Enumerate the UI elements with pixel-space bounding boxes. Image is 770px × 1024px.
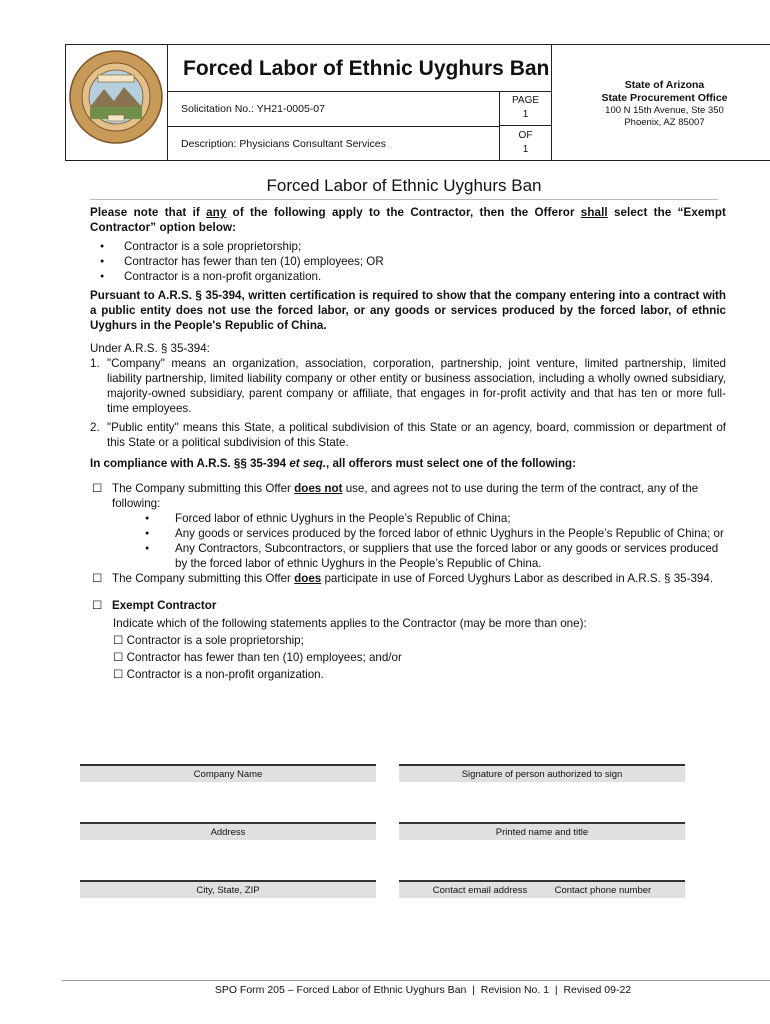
definition-number: 1.: [90, 357, 100, 370]
company-name-field[interactable]: Company Name: [80, 764, 376, 782]
checkbox-sole-proprietorship[interactable]: ☐: [113, 634, 124, 647]
intro-paragraph: [90, 205, 726, 235]
office-address: [552, 105, 770, 129]
option1-text-2: use, and agrees not to use during the term of the contract, any of the following:: [112, 482, 699, 510]
signature-field[interactable]: Signature of person authorized to sign: [399, 764, 685, 782]
list-item: ● Any goods or services produced by the forced labor of ethnic Uyghurs in the People’s Republic of China; or: [90, 526, 726, 541]
option1-bullet-list: [90, 511, 726, 571]
checkbox-fewer-employees[interactable]: ☐: [113, 651, 124, 664]
printed-name-field[interactable]: Printed name and title: [399, 822, 685, 840]
list-item: ● Contractor is a non-profit organization.: [90, 269, 726, 284]
checkbox-does-not-use[interactable]: ☐: [92, 482, 103, 495]
contact-phone-label: Contact phone number: [554, 885, 652, 896]
list-item: ● Contractor is a sole proprietorship;: [90, 239, 726, 254]
title-cell: [167, 45, 551, 92]
compliance-statement: [90, 456, 726, 471]
description-cell: [167, 126, 499, 160]
intro-text-1: Please note that if: [90, 206, 207, 219]
office-cell: [551, 45, 770, 160]
page-label: PAGE: [511, 95, 540, 106]
option2-text-2: participate in use of Forced Uyghurs Labor as described in A.R.S. § 35-394.: [321, 572, 714, 585]
seal-cell: [66, 45, 168, 160]
exempt-item-label: Contractor is a non-profit organization.: [126, 668, 324, 681]
office-line4: Phoenix, AZ 85007: [624, 117, 705, 128]
list-item: ● Forced labor of ethnic Uyghurs in the People’s Republic of China;: [90, 511, 726, 526]
solicitation-number: Solicitation No.: YH21-0005-07: [181, 103, 325, 115]
office-line1: State of Arizona: [624, 79, 705, 91]
definitions-list: [90, 356, 726, 450]
office-line3: 100 N 15th Avenue, Ste 350: [605, 105, 724, 116]
exempt-item-fewer-employees: [90, 650, 726, 665]
document-title: Forced Labor of Ethnic Uyghurs Ban: [90, 176, 718, 200]
intro-text-2: of the following apply to the Contractor, then the Offeror: [226, 206, 581, 219]
exempt-item-label: Contractor is a sole proprietorship;: [126, 634, 304, 647]
exempt-title: Exempt Contractor: [112, 599, 217, 612]
checkbox-exempt-contractor[interactable]: ☐: [92, 599, 103, 612]
exempt-indicate: Indicate which of the following statements applies to the Contractor (may be more than one):: [113, 617, 587, 630]
intro-any: any: [206, 206, 227, 219]
option1-text-1: The Company submitting this Offer: [112, 482, 295, 495]
option-exempt-contractor: [90, 598, 726, 613]
list-item: ● Any Contractors, Subcontractors, or suppliers that use the forced labor or any goods or services produced by the forced labor of ethnic Uyghurs in the People’s Republic of China.: [90, 541, 726, 571]
page-number: 1: [522, 109, 529, 120]
header-box: [65, 44, 770, 161]
definition-item: [90, 356, 726, 416]
definition-text: "Company" means an organization, association, corporation, partnership, joint venture, limited partnership, limited liability partnership, limited liability company or other entity or business association, including a wholly owned subsidiary, majority-owned subsidiary, parent company or affiliate, that engages in for-profit activity and that has ten or more full-time employees.: [107, 357, 726, 415]
exempt-item-non-profit: [90, 667, 726, 682]
pursuant-paragraph: Pursuant to A.R.S. § 35-394, written certification is required to show that the company entering into a contract with a public entity does not use the forced labor, or any goods or services produced by the forced labor, of ethnic Uyghurs in the People's Republic of China.: [90, 289, 726, 332]
option-does-participate: [90, 571, 726, 586]
compliance-text-2: , all offerors must select one of the following:: [326, 457, 576, 470]
address-field[interactable]: Address: [80, 822, 376, 840]
arizona-seal-logo: [68, 49, 164, 145]
solicitation-cell: [167, 91, 499, 127]
office-line2: State Procurement Office: [601, 92, 728, 104]
footer: SPO Form 205 – Forced Labor of Ethnic Uyghurs Ban | Revision No. 1 | Revised 09-22: [214, 984, 632, 996]
option1-does-not: does not: [294, 482, 343, 495]
page-total: 1: [522, 144, 529, 155]
office-state: [552, 79, 770, 105]
intro-shall: shall: [580, 206, 608, 219]
intro-text-3: select the “Exempt Contractor” option below:: [90, 206, 726, 234]
exempt-item-sole-proprietorship: [90, 633, 726, 648]
description-text: Description: Physicians Consultant Services: [181, 138, 386, 150]
form-body: [90, 205, 726, 682]
contact-email-label: Contact email address: [432, 885, 528, 896]
list-item: ● Contractor has fewer than ten (10) employees; OR: [90, 254, 726, 269]
compliance-text-1: In compliance with A.R.S. §§ 35-394: [90, 457, 290, 470]
checkbox-does-participate[interactable]: ☐: [92, 572, 103, 585]
checkbox-non-profit[interactable]: ☐: [113, 668, 124, 681]
intro-bullet-list: [90, 239, 726, 284]
city-state-zip-field[interactable]: City, State, ZIP: [80, 880, 376, 898]
of-cell: [499, 126, 551, 160]
definition-number: 2.: [90, 421, 100, 434]
option-does-not-use: [90, 481, 726, 511]
exempt-item-label: Contractor has fewer than ten (10) employees; and/or: [126, 651, 402, 664]
compliance-et-seq: et seq.: [289, 457, 327, 470]
definition-item: [90, 420, 726, 450]
under-statute: Under A.R.S. § 35-394:: [90, 342, 210, 355]
contact-field[interactable]: [399, 880, 685, 898]
option2-text-1: The Company submitting this Offer: [112, 572, 295, 585]
form-title: Forced Labor of Ethnic Uyghurs Ban: [183, 57, 550, 80]
option2-does: does: [294, 572, 322, 585]
definition-text: "Public entity" means this State, a political subdivision of this State or an agency, board, commission or department of this State or a political subdivision of this State.: [107, 421, 726, 449]
footer-divider: [62, 980, 770, 981]
page-cell: [499, 91, 551, 126]
of-label: OF: [518, 130, 533, 141]
